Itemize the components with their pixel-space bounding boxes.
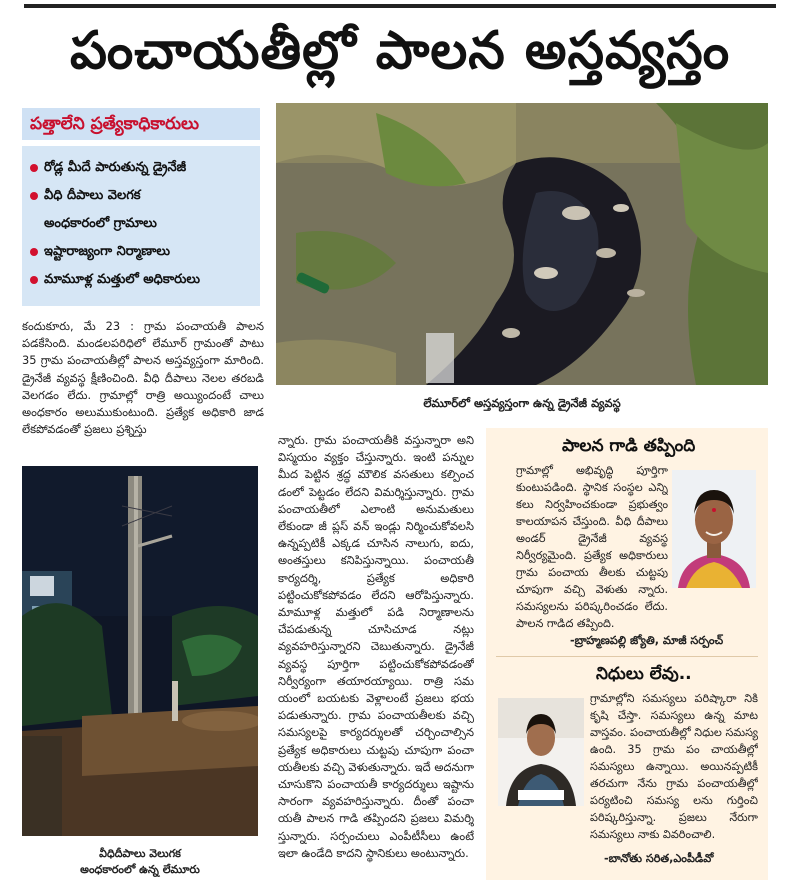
- caption-line: అంధకారంలో ఉన్న లేమూరు: [80, 863, 200, 876]
- portrait-illustration: [498, 698, 584, 806]
- sarpanch-portrait: [672, 470, 756, 588]
- highlight-text: రోడ్ల మీదే పారుతున్న డ్రైనేజీ: [44, 160, 187, 175]
- highlights-box: [22, 146, 260, 306]
- highlight-item-continued: అంధకారంలో గ్రామాలు: [44, 216, 157, 231]
- highlight-item: [30, 154, 254, 182]
- top-rule: [24, 4, 776, 8]
- bullet-icon: [30, 164, 38, 172]
- quote-signature: -బ్రాహ్మణపల్లి జ్యోతి, మాజీ సర్పంచ్: [570, 634, 724, 647]
- portrait-illustration: [672, 470, 756, 588]
- quote-title: పాలన గాడి తప్పింది: [562, 436, 696, 456]
- streetlight-photo-illustration: [22, 466, 258, 836]
- quotes-sidebar: [486, 428, 768, 880]
- streetlight-photo-caption: [22, 846, 258, 878]
- highlight-text: మామూళ్ల మత్తులో అధికారులు: [44, 272, 201, 287]
- mpdo-portrait: [498, 698, 584, 806]
- streetlight-photo: [22, 466, 258, 836]
- highlight-item: [30, 266, 254, 294]
- quote-signature: -బానోతు సరిత,ఎంపీడీవో: [604, 852, 714, 865]
- highlight-text: వీధి దీపాలు వెలగక: [44, 188, 141, 203]
- drainage-photo: [276, 103, 768, 385]
- highlight-item: [30, 238, 254, 266]
- quote-text: గ్రామాల్లో అభివృద్ధి పూర్తిగా కుంటుపడింది. స్థానిక సంస్థల ఎన్ని కలు నిర్వహించకుండా ప్రభుత్వం కాలయాపన చేస్తుంది. వీధి దీపాలు అండర్ డ్రైనేజీ వ్యవస్థ నిర్వీర్యమైంది. ప్రత్యేక అధికారులు గ్రామ పంచాయ తీలకు చుట్టపు చూపుగా వచ్చి వెళుతు న్నారు. సమస్యలను పరిష్కరించడం లేదు. పాలన గాడిద తప్పింది.: [516, 464, 668, 630]
- article-body-column: న్నారు. గ్రామ పంచాయతీకి వస్తున్నారా అని విస్మయం వ్యక్తం చేస్తున్నారు. ఇంటి పన్నుల మీద పెట్టిన శ్రద్ధ మౌలిక వసతులు కల్పించ డంలో పెట్టడం లేదని విమర్శిస్తున్నారు. గ్రామ పంచాయతీలో ఎలాంటి అనుమతులు లేకుండా జీ ప్లస్ వన్ ఇండ్లు నిర్మించుకోవలసి ఉన్నప్పటికీ ఎక్కడ చూసిన నాలుగు, ఐదు, అంతస్తులు కనిపిస్తున్నాయి. పంచాయతీ కార్యదర్శి, ప్రత్యేక అధికారి పట్టించుకోకపోవడం లేదని ఆరోపిస్తున్నారు. మామూళ్ల మత్తులో పడి నిర్మాణాలను చేపడుతున్న చూసిచూడ నట్లు వ్యవహరిస్తున్నారని చెబుతున్నారు. డ్రైనేజీ వ్యవస్థ పూర్తిగా పట్టించుకోకపోవడంతో నిర్వీర్యంగా తయారయ్యాయి. రాత్రి సమ యంలో బయటకు వెళ్లాలంటే ప్రజలు భయ పడుతున్నారు. గ్రామ పంచాయతీలకు వచ్చి సమస్యలపై కార్యదర్శులతో చర్చించాల్సిన ప్రత్యేక అధికారులు చుట్టపు చూపుగా పంచా యతీలకు వచ్చి వెళుతున్నారు. ఇదే అదనుగా చూసుకొని పంచాయతీ కార్యదర్శులు ఇష్టాను సారంగా వ్యవహరిస్తున్నారు. దీంతో పంచా యతీ పాలన గాడి తప్పిందని ప్రజలు విమర్శి స్తున్నారు. సర్పంచులు ఎంపీటీసీలు ఉంటే ఇలా ఉండేది కాదని స్థానికులు అంటున్నారు.: [278, 433, 474, 860]
- highlight-item: [30, 182, 254, 210]
- lead-paragraph: కందుకూరు, మే 23 : గ్రామ పంచాయతీ పాలన పడకేసింది. మండలపరిధిలో లేమూర్ గ్రామంతో పాటు 35 గ్రామ పంచాయతీల్లో పాలన అస్తవ్యస్తంగా మారింది. డ్రైనేజీ వ్యవస్థ క్షీణించింది. వీధి దీపాలు నెలల తరబడి వెలగడం లేదు. గ్రామాల్లో రాత్రి అయ్యిందంటే చాలు అంధకారం అలుముకుంటుంది. ప్రత్యేక అధికారి జాడ లేకపోవడంతో ప్రజలు ప్రశ్నిస్తు: [22, 319, 264, 437]
- highlight-text: ఇష్టారాజ్యంగా నిర్మాణాలు: [44, 244, 171, 259]
- bullet-icon: [30, 276, 38, 284]
- sidebar-divider: [496, 656, 758, 657]
- quote-title: నిధులు లేవు..: [596, 664, 692, 684]
- quote-text: గ్రామాల్లోని సమస్యలు పరిష్కారా నికి కృషి చేస్తా. సమస్యలు ఉన్న మాట వాస్తవం. పంచాయతీల్లో నిధుల సమస్య ఉంది. 35 గ్రామ పం చాయతీల్లో సమస్యలు ఉన్నాయి. అయినప్పటికీ తరచుగా నేను గ్రామ పంచాయతీల్లో పర్యటించి సమస్య లను గుర్తించి పరిష్కరిస్తున్నా. ప్రజలు నేరుగా సమస్యలు నాకు వివరించాలి.: [590, 692, 758, 841]
- headline: పంచాయతీల్లో పాలన అస్తవ్యస్తం: [69, 21, 731, 81]
- kicker: పత్తాలేని ప్రత్యేకాధికారులు: [22, 108, 260, 140]
- drainage-photo-illustration: [276, 103, 768, 385]
- bullet-icon: [30, 248, 38, 256]
- bullet-icon: [30, 192, 38, 200]
- caption-line: వీధిదీపాలు వెలుగక: [99, 847, 181, 860]
- drainage-photo-caption: లేమూర్‌లో అస్తవ్యస్తంగా ఉన్న డ్రైనేజీ వ్యవస్థ: [423, 396, 621, 410]
